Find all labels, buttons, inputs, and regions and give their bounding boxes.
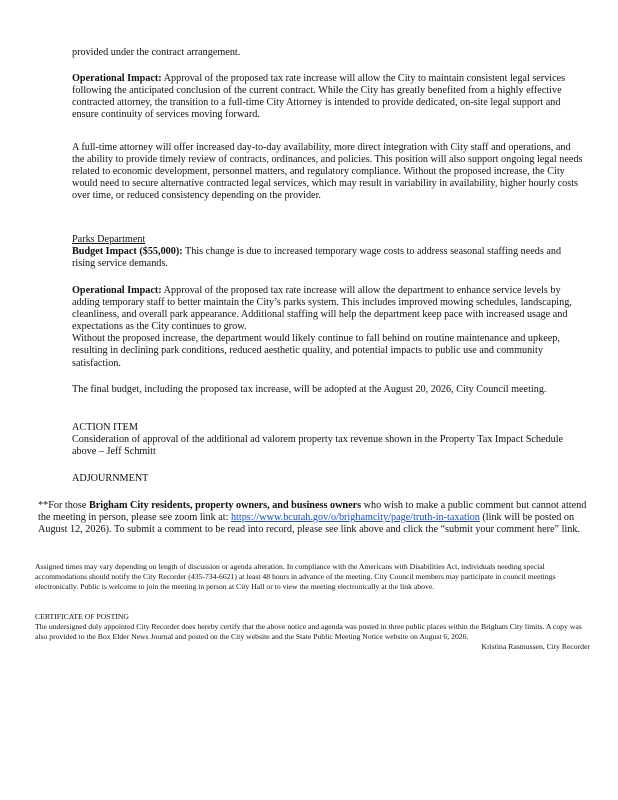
- parks-operational-section: [72, 285, 584, 370]
- comment-mid: who wish to make a public comment but cannot attend the meeting in person, please see zoom link at:: [38, 500, 587, 524]
- parks-op-label: Operational Impact:: [72, 285, 162, 296]
- comment-suffix: (link will be posted on August 12, 2026). To submit a comment to be read into record, please see link above and click the “submit your comment here” link.: [38, 512, 581, 536]
- legal-paragraph-2: A full-time attorney will offer increased day-to-day availability, more direct integration with City staff and operations, and the ability to provide timely review of contracts, ordinances, and policies. This position will also support ongoing legal needs related to economic development, personnel matters, and regulatory compliance. Without the proposed increase, the City would need to secure alternative contracted legal services, which may result in variability in availability, higher hourly costs over time, or reduced consistency depending on the provider.: [72, 142, 583, 202]
- final-budget-text: The final budget, including the proposed tax increase, will be adopted at the August 20, 2026, City Council meeting.: [72, 384, 547, 395]
- parks-operational-impact: [72, 285, 584, 333]
- legal-op-text: Approval of the proposed tax rate increase will allow the City to maintain consistent legal services following the anticipated conclusion of the current contract. While the City has greatly benefited from a highly effective contracted attorney, the transition to a full-time City Attorney is intended to provide dedicated, on-site legal support and ensure continuity of services moving forward.: [72, 73, 566, 121]
- parks-budget-label: Budget Impact ($55,000):: [72, 246, 183, 258]
- comment-prefix: **For those: [38, 500, 89, 511]
- public-comment-text: [38, 500, 590, 536]
- legal-op-label: Operational Impact:: [72, 73, 162, 84]
- adjournment-heading: ADJOURNMENT: [72, 473, 149, 484]
- certificate-text: The undersigned duly appointed City Recorder does hereby certify that the above notice and agenda was posted in three public places within the Brigham City limits. A copy was also provided to the Box Elder News Journal and posted on the City website and the State Public Meeting Notice website on August 6, 2026.: [35, 622, 582, 641]
- action-item-section: [72, 422, 584, 458]
- action-item-heading: ACTION ITEM: [72, 422, 138, 433]
- truth-in-taxation-link[interactable]: https://www.bcutah.gov/o/brighamcity/page/truth-in-taxation: [230, 512, 480, 524]
- parks-budget-text: This change is due to increased temporary wage costs to address seasonal staffing needs and rising service demands.: [72, 246, 562, 270]
- parks-heading: Parks Department: [72, 234, 146, 245]
- intro-text: provided under the contract arrangement.: [72, 47, 241, 58]
- parks-op-text-2: Without the proposed increase, the department would likely continue to fall behind on routine maintenance and upkeep, resulting in declining park conditions, reduced aesthetic quality, and potential impacts to public use and community satisfaction.: [72, 333, 560, 369]
- certificate-heading: CERTIFICATE OF POSTING: [35, 612, 129, 621]
- parks-budget-impact: [72, 246, 584, 270]
- meeting-notice: Assigned times may vary depending on length of discussion or agenda alteration. In compliance with the Americans with Disabilities Act, individuals needing special accommodations should notify the City Recorder (435-734-6621) at least 48 hours in advance of the meeting. City Council members may participate in council meetings electronically. Public is welcome to join the meeting in person at City Hall or to view the meeting electronically at the link above.: [35, 562, 556, 591]
- parks-op-text: Approval of the proposed tax rate increase will allow the department to enhance service levels by adding temporary staff to better maintain the City’s parks system. This includes improved mowing schedules, landscaping, cleanliness, and overall park appearance. Additional staffing will help the department keep pace with increased usage and expectations as the City continues to grow.: [72, 285, 572, 333]
- certificate-section: [35, 612, 590, 652]
- action-item-text: Consideration of approval of the additional ad valorem property tax revenue shown in the Property Tax Impact Schedule above – Jeff Schmitt: [72, 434, 564, 458]
- comment-bold: Brigham City residents, property owners, and business owners: [88, 500, 362, 511]
- parks-section: [72, 234, 584, 270]
- certificate-signature: Kristina Rasmussen, City Recorder: [481, 642, 590, 651]
- legal-operational-impact: [72, 73, 584, 121]
